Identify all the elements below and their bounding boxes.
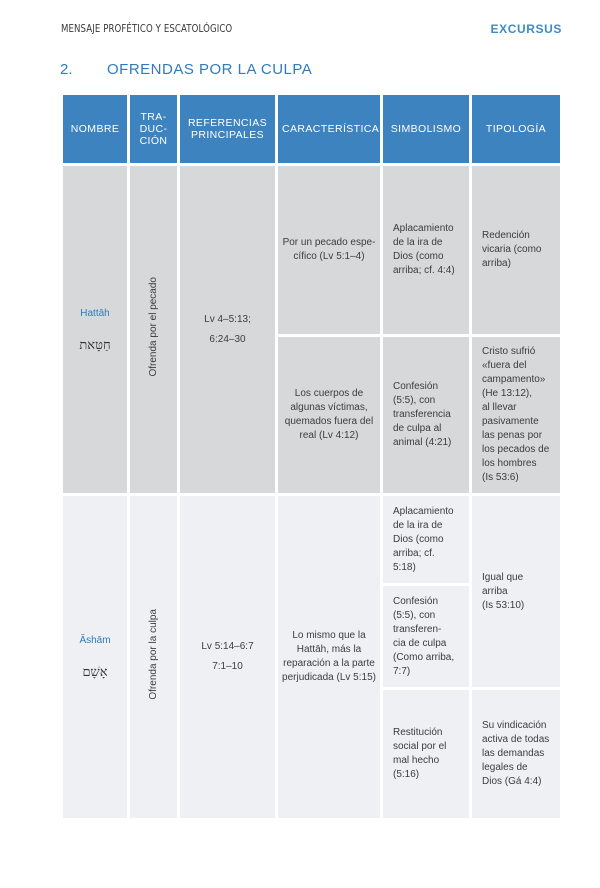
simbolismo-cell: Aplacamiento de la ira de Dios (como arriba; cf. 4:4) <box>383 166 469 334</box>
caracteristica-cell: Los cuerpos de algunas víctimas, quemados fuera del real (Lv 4:12) <box>278 337 380 493</box>
references-cell: Lv 4–5:13; 6:24–30 <box>180 166 275 493</box>
offering-name: Hattāh <box>80 307 110 319</box>
translation-text: Ofrenda por el pecado <box>147 277 159 377</box>
header-referencias: REFERENCIAS PRINCIPALES <box>180 95 275 163</box>
section-number: 2. <box>60 61 73 78</box>
running-head-right: EXCURSUS <box>490 22 562 36</box>
tipologia-cell: Cristo sufrió «fuera del campamento» (He 13:12), al llevar pasivamente las penas por los pecados de los hombres (Is 53:6) <box>472 337 560 493</box>
translation-text: Ofrenda por la culpa <box>147 609 159 700</box>
tipologia-cell: Su vindicación activa de todas las demandas legales de Dios (Gá 4:4) <box>472 690 560 818</box>
header-row <box>63 95 560 163</box>
simbolismo-cell: Restitución social por el mal hecho (5:16) <box>383 690 469 818</box>
translation-cell <box>130 166 177 493</box>
translation-cell <box>130 496 177 818</box>
simbolismo-cell: Aplacamiento de la ira de Dios (como arriba; cf. 5:18) <box>383 496 469 583</box>
tipologia-cell: Igual que arriba (Is 53:10) <box>472 496 560 687</box>
header-traduccion: TRA- DUC- CIÓN <box>130 95 177 163</box>
running-head-left: MENSAJE PROFÉTICO Y ESCATOLÓGICO <box>61 23 233 35</box>
caracteristica-cell: Lo mismo que la Hattāh, más la reparación a la parte perjudicada (Lv 5:15) <box>278 496 380 818</box>
simbolismo-cell: Confesión (5:5), con transferencia de culpa al animal (4:21) <box>383 337 469 493</box>
offering-hebrew: אָשָׁם <box>82 665 108 680</box>
offering-hebrew: חַטָּאת <box>79 337 111 353</box>
offering-name-cell <box>63 496 127 818</box>
header-tipologia: TIPOLOGÍA <box>472 95 560 163</box>
simbolismo-cell: Confesión (5:5), con transferen- cia de culpa (Como arriba, 7:7) <box>383 586 469 687</box>
section-title: OFRENDAS POR LA CULPA <box>107 61 313 78</box>
header-caracteristica: CARACTERÍSTICA <box>278 95 380 163</box>
table-row <box>63 166 560 334</box>
caracteristica-cell: Por un pecado espe- cífico (Lv 5:1–4) <box>278 166 380 334</box>
offering-name: Ăshām <box>79 635 111 646</box>
references-cell: Lv 5:14–6:7 7:1–10 <box>180 496 275 818</box>
header-simbolismo: SIMBOLISMO <box>383 95 469 163</box>
offerings-table <box>60 92 563 821</box>
header-nombre: NOMBRE <box>63 95 127 163</box>
offering-name-cell <box>63 166 127 493</box>
table-row <box>63 496 560 583</box>
tipologia-cell: Redención vicaria (como arriba) <box>472 166 560 334</box>
